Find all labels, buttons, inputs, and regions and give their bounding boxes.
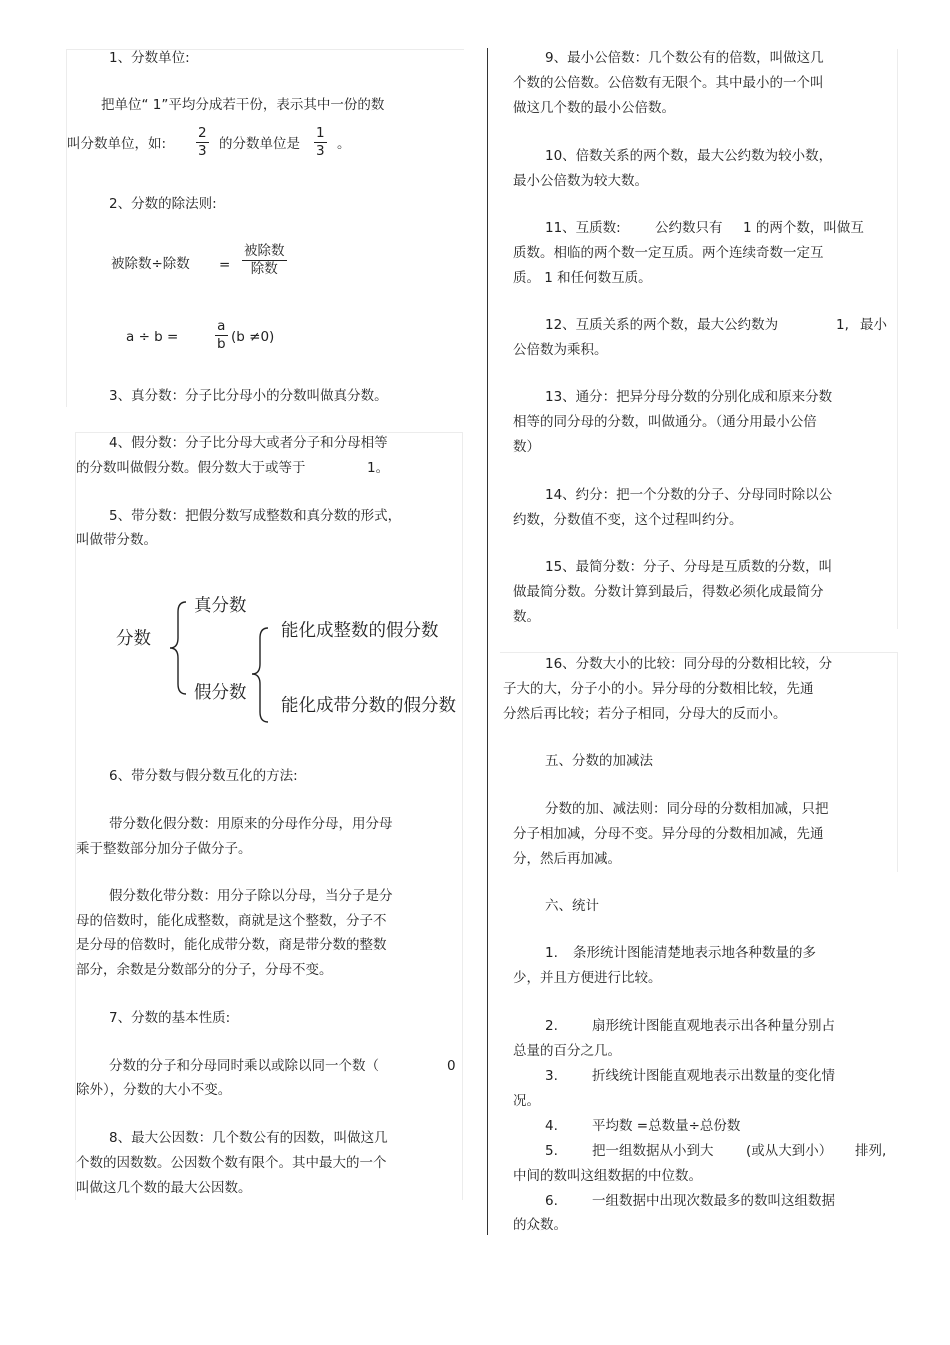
s12-line1-c: 最小 <box>860 317 887 333</box>
st1-number: 1. <box>545 945 558 961</box>
st5-line2: 中间的数叫这组数据的中位数。 <box>513 1168 702 1184</box>
s4-line2-value: 1。 <box>367 460 390 476</box>
st5-line1-c: 排列, <box>855 1143 887 1159</box>
h5-line1: 分数的加、减法则：同分母的分数相加减，只把 <box>545 801 829 817</box>
s1-line1: 把单位“ 1”平均分成若干份，表示其中一份的数 <box>101 97 385 113</box>
s3-title: 3、真分数：分子比分母小的分数叫做真分数。 <box>109 388 388 404</box>
st2-line1: 扇形统计图能直观地表示出各种量分别占 <box>592 1018 835 1034</box>
st6-number: 6. <box>545 1193 558 1209</box>
s13-line1: 13、通分：把异分母分数的分别化成和原来分数 <box>545 389 833 405</box>
st6-line2: 的众数。 <box>513 1217 567 1233</box>
h6-title: 六、统计 <box>545 898 599 914</box>
s9-line1: 9、最小公倍数：几个数公有的倍数，叫做这几 <box>545 50 824 66</box>
s1-line2-a: 叫分数单位，如: <box>67 136 167 152</box>
s1-line2-c: 。 <box>337 136 351 152</box>
s6-p2-line3: 是分母的倍数时，能化成带分数，商是带分数的整数 <box>76 937 387 953</box>
s1-title: 1、分数单位: <box>109 50 190 66</box>
tree-proper-fraction: 真分数 <box>194 596 247 616</box>
s8-line2: 个数的因数数。公因数个数有限个。其中最大的一个 <box>76 1155 387 1171</box>
h5-line2: 分子相加减，分母不变。异分母的分数相加减，先通 <box>513 826 824 842</box>
s10-line2: 最小公倍数为较大数。 <box>513 173 648 189</box>
s2-eq-sign: = <box>219 257 231 273</box>
s2-ab-condition: (b ≠0) <box>231 329 275 345</box>
tree-to-mixed: 能化成带分数的假分数 <box>281 696 456 716</box>
st2-line2: 总量的百分之几。 <box>513 1043 621 1059</box>
s2-ab-denominator: b <box>217 336 226 352</box>
s11-line1-c: 1 的两个数，叫做互 <box>743 220 864 236</box>
tree-to-integer: 能化成整数的假分数 <box>281 621 439 641</box>
s7-line1-value: 0 <box>447 1058 456 1074</box>
st2-number: 2. <box>545 1018 558 1034</box>
s1-line2-b: 的分数单位是 <box>219 136 300 152</box>
s12-line1-b: 1, <box>836 317 849 333</box>
s2-title: 2、分数的除法则: <box>109 196 217 212</box>
tree-improper-fraction: 假分数 <box>194 683 247 703</box>
s7-title: 7、分数的基本性质: <box>109 1010 231 1026</box>
brace-root <box>170 602 186 694</box>
st5-line1-b: (或从大到小） <box>746 1143 833 1159</box>
s5-line1: 5、带分数：把假分数写成整数和真分数的形式， <box>109 508 402 524</box>
s6-p1-line2: 乘于整数部分加分子做分子。 <box>76 841 252 857</box>
s13-line2: 相等的同分母的分数，叫做通分。（通分用最小公倍 <box>513 414 817 430</box>
s16-line2: 子大的大，分子小的小。异分母的分数相比较，先通 <box>503 681 814 697</box>
st3-line2: 况。 <box>513 1093 540 1109</box>
s1-frac1-numerator: 2 <box>198 125 207 141</box>
s16-line3: 分然后再比较；若分子相同，分母大的反而小。 <box>503 706 787 722</box>
s12-line1-a: 12、互质关系的两个数，最大公约数为 <box>545 317 779 333</box>
s14-line1: 14、约分：把一个分数的分子、分母同时除以公 <box>545 487 833 503</box>
st5-number: 5. <box>545 1143 558 1159</box>
s11-line1-a: 11、互质数: <box>545 220 621 236</box>
s10-line1: 10、倍数关系的两个数，最大公约数为较小数， <box>545 148 833 164</box>
s9-line2: 个数的公倍数。公倍数有无限个。其中最小的一个叫 <box>513 75 824 91</box>
s11-line3: 质。 1 和任何数互质。 <box>513 270 652 286</box>
s2-ab-numerator: a <box>215 318 228 336</box>
s2-eq-left: 被除数÷除数 <box>111 256 190 272</box>
st6-line1: 一组数据中出现次数最多的数叫这组数据 <box>592 1193 835 1209</box>
st4-number: 4. <box>545 1118 558 1134</box>
tree-root-label: 分数 <box>116 629 151 649</box>
s8-line1: 8、最大公因数：几个数公有的因数，叫做这几 <box>109 1130 388 1146</box>
s15-line2: 做最简分数。分数计算到最后，得数必须化成最简分 <box>513 584 824 600</box>
s1-frac2-numerator: 1 <box>316 125 325 141</box>
s12-line2: 公倍数为乘积。 <box>513 342 608 358</box>
s4-line1: 4、假分数：分子比分母大或者分子和分母相等 <box>109 435 388 451</box>
s2-ab-left: a ÷ b = <box>126 329 179 345</box>
s8-line3: 叫做这几个数的最大公因数。 <box>76 1180 252 1196</box>
s1-frac2-denominator: 3 <box>316 143 325 159</box>
s6-p1-line1: 带分数化假分数：用原来的分母作分母，用分母 <box>109 816 393 832</box>
st5-line1-a: 把一组数据从小到大 <box>592 1143 714 1159</box>
s4-line2: 的分数叫做假分数。假分数大于或等于 <box>76 460 306 476</box>
st1-line1: 条形统计图能清楚地表示地各种数量的多 <box>573 945 816 961</box>
s9-line3: 做这几个数的最小公倍数。 <box>513 100 675 116</box>
s2-frac-denominator: 除数 <box>250 261 278 277</box>
s6-p2-line2: 母的倍数时，能化成整数，商就是这个整数，分子不 <box>76 913 387 929</box>
s6-title: 6、带分数与假分数互化的方法: <box>109 768 298 784</box>
s6-p2-line4: 部分，余数是分数部分的分子，分母不变。 <box>76 962 333 978</box>
s11-line2: 质数。相临的两个数一定互质。两个连续奇数一定互 <box>513 245 824 261</box>
st3-number: 3. <box>545 1068 558 1084</box>
h5-title: 五、分数的加减法 <box>545 753 653 769</box>
s13-line3: 数） <box>513 439 540 455</box>
st3-line1: 折线统计图能直观地表示出数量的变化情 <box>592 1068 835 1084</box>
s6-p2-line1: 假分数化带分数：用分子除以分母，当分子是分 <box>109 888 393 904</box>
s16-line1: 16、分数大小的比较：同分母的分数相比较，分 <box>545 656 833 672</box>
s7-line2: 除外），分数的大小不变。 <box>76 1082 232 1098</box>
s7-line1: 分数的分子和分母同时乘以或除以同一个数（ <box>109 1058 379 1074</box>
h5-line3: 分，然后再加减。 <box>513 851 621 867</box>
s2-frac-numerator: 被除数 <box>244 243 285 259</box>
s14-line2: 约数，分数值不变，这个过程叫约分。 <box>513 512 743 528</box>
st4-line1: 平均数 =总数量÷总份数 <box>592 1118 741 1134</box>
brace-improper <box>252 628 268 722</box>
s15-line1: 15、最简分数：分子、分母是互质数的分数，叫 <box>545 559 833 575</box>
s1-frac1-denominator: 3 <box>198 143 207 159</box>
s11-line1-b: 公约数只有 <box>655 220 723 236</box>
s15-line3: 数。 <box>513 609 540 625</box>
st1-line2: 少，并且方便进行比较。 <box>513 970 662 986</box>
s5-line2: 叫做带分数。 <box>76 532 157 548</box>
